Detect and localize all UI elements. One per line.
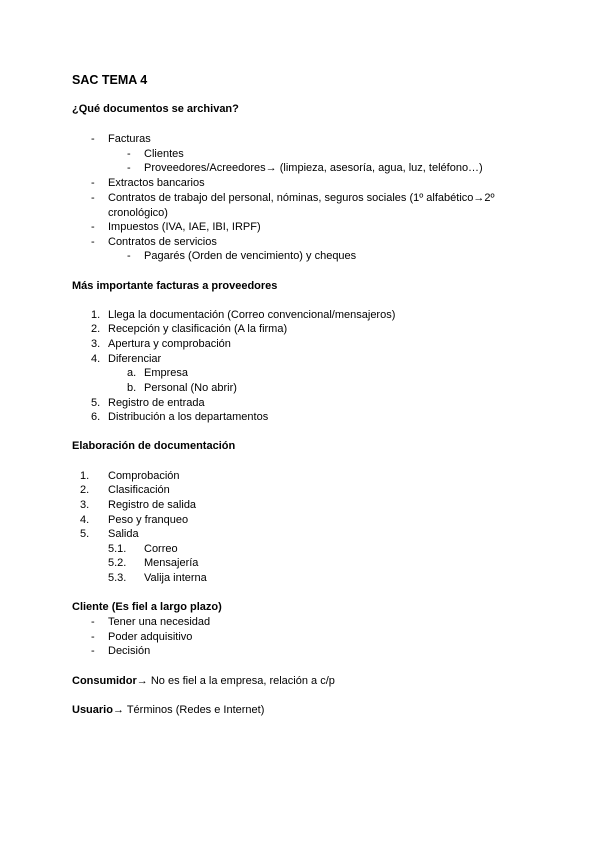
section-heading-elaboration: Elaboración de documentación [72, 440, 236, 452]
list-item: Registro de entrada [108, 397, 205, 409]
list-marker: a. [127, 367, 137, 379]
list-item: Clasificación [108, 484, 170, 496]
bullet-dash: - [127, 162, 131, 174]
list-marker: 4. [91, 353, 101, 365]
bullet-dash: - [91, 221, 95, 233]
list-item: Clientes [144, 148, 184, 160]
section-heading-invoices: Más importante facturas a proveedores [72, 280, 278, 292]
list-item: Impuestos (IVA, IAE, IBI, IRPF) [108, 221, 261, 233]
list-marker: 2. [91, 323, 101, 335]
bullet-dash: - [91, 192, 95, 204]
term-consumer: Consumidor [72, 675, 137, 687]
list-item: Diferenciar [108, 353, 162, 365]
list-item: Empresa [144, 367, 189, 379]
list-marker: 5.1. [108, 543, 127, 555]
list-item: Pagarés (Orden de vencimiento) y cheques [144, 250, 357, 262]
bullet-dash: - [91, 177, 95, 189]
list-item: Llega la documentación (Correo convencional/mensajeros) [108, 309, 396, 321]
bullet-dash: - [91, 616, 95, 628]
section-heading-documents: ¿Qué documentos se archivan? [72, 103, 239, 115]
list-item: Decisión [108, 645, 151, 657]
list-item: Peso y franqueo [108, 514, 189, 526]
bullet-dash: - [91, 236, 95, 248]
list-item: Registro de salida [108, 499, 197, 511]
section-heading-client: Cliente (Es fiel a largo plazo) [72, 601, 222, 613]
term-user: Usuario [72, 704, 113, 716]
list-item: Tener una necesidad [108, 616, 211, 628]
list-item: Recepción y clasificación (A la firma) [108, 323, 288, 335]
list-item: Facturas [108, 133, 151, 145]
definition-text: → No es fiel a la empresa, relación a c/p [136, 675, 335, 687]
list-marker: 6. [91, 411, 101, 423]
list-item: Contratos de servicios [108, 236, 217, 248]
list-item: Mensajería [144, 557, 199, 569]
list-marker: 3. [80, 499, 90, 511]
list-item: Valija interna [144, 572, 207, 584]
list-marker: 1. [80, 470, 90, 482]
definition-user [72, 704, 264, 717]
list-item: Correo [144, 543, 178, 555]
definition-consumer [72, 675, 335, 688]
list-item: Contratos de trabajo del personal, nóminas, seguros sociales (1º alfabético→2º [108, 192, 495, 204]
list-marker: 3. [91, 338, 101, 350]
list-marker: 5.2. [108, 557, 127, 569]
list-item: Poder adquisitivo [108, 631, 193, 643]
definition-text: → Términos (Redes e Internet) [112, 704, 265, 716]
list-item: Comprobación [108, 470, 180, 482]
list-item: Extractos bancarios [108, 177, 205, 189]
list-marker: 5.3. [108, 572, 127, 584]
list-marker: 2. [80, 484, 90, 496]
list-marker: 4. [80, 514, 90, 526]
list-marker: b. [127, 382, 137, 394]
list-item: Apertura y comprobación [108, 338, 231, 350]
bullet-dash: - [91, 645, 95, 657]
bullet-dash: - [91, 133, 95, 145]
list-marker: 5. [91, 397, 101, 409]
list-item: Personal (No abrir) [144, 382, 237, 394]
list-marker: 5. [80, 528, 90, 540]
bullet-dash: - [127, 148, 131, 160]
list-item: Proveedores/Acreedores→ (limpieza, asesoría, agua, luz, teléfono…) [144, 162, 483, 174]
bullet-dash: - [127, 250, 131, 262]
bullet-dash: - [91, 631, 95, 643]
list-marker: 1. [91, 309, 101, 321]
list-item: Salida [108, 528, 139, 540]
page-title: SAC TEMA 4 [72, 73, 148, 87]
list-item: Distribución a los departamentos [108, 411, 269, 423]
list-item-continuation: cronológico) [108, 207, 168, 219]
